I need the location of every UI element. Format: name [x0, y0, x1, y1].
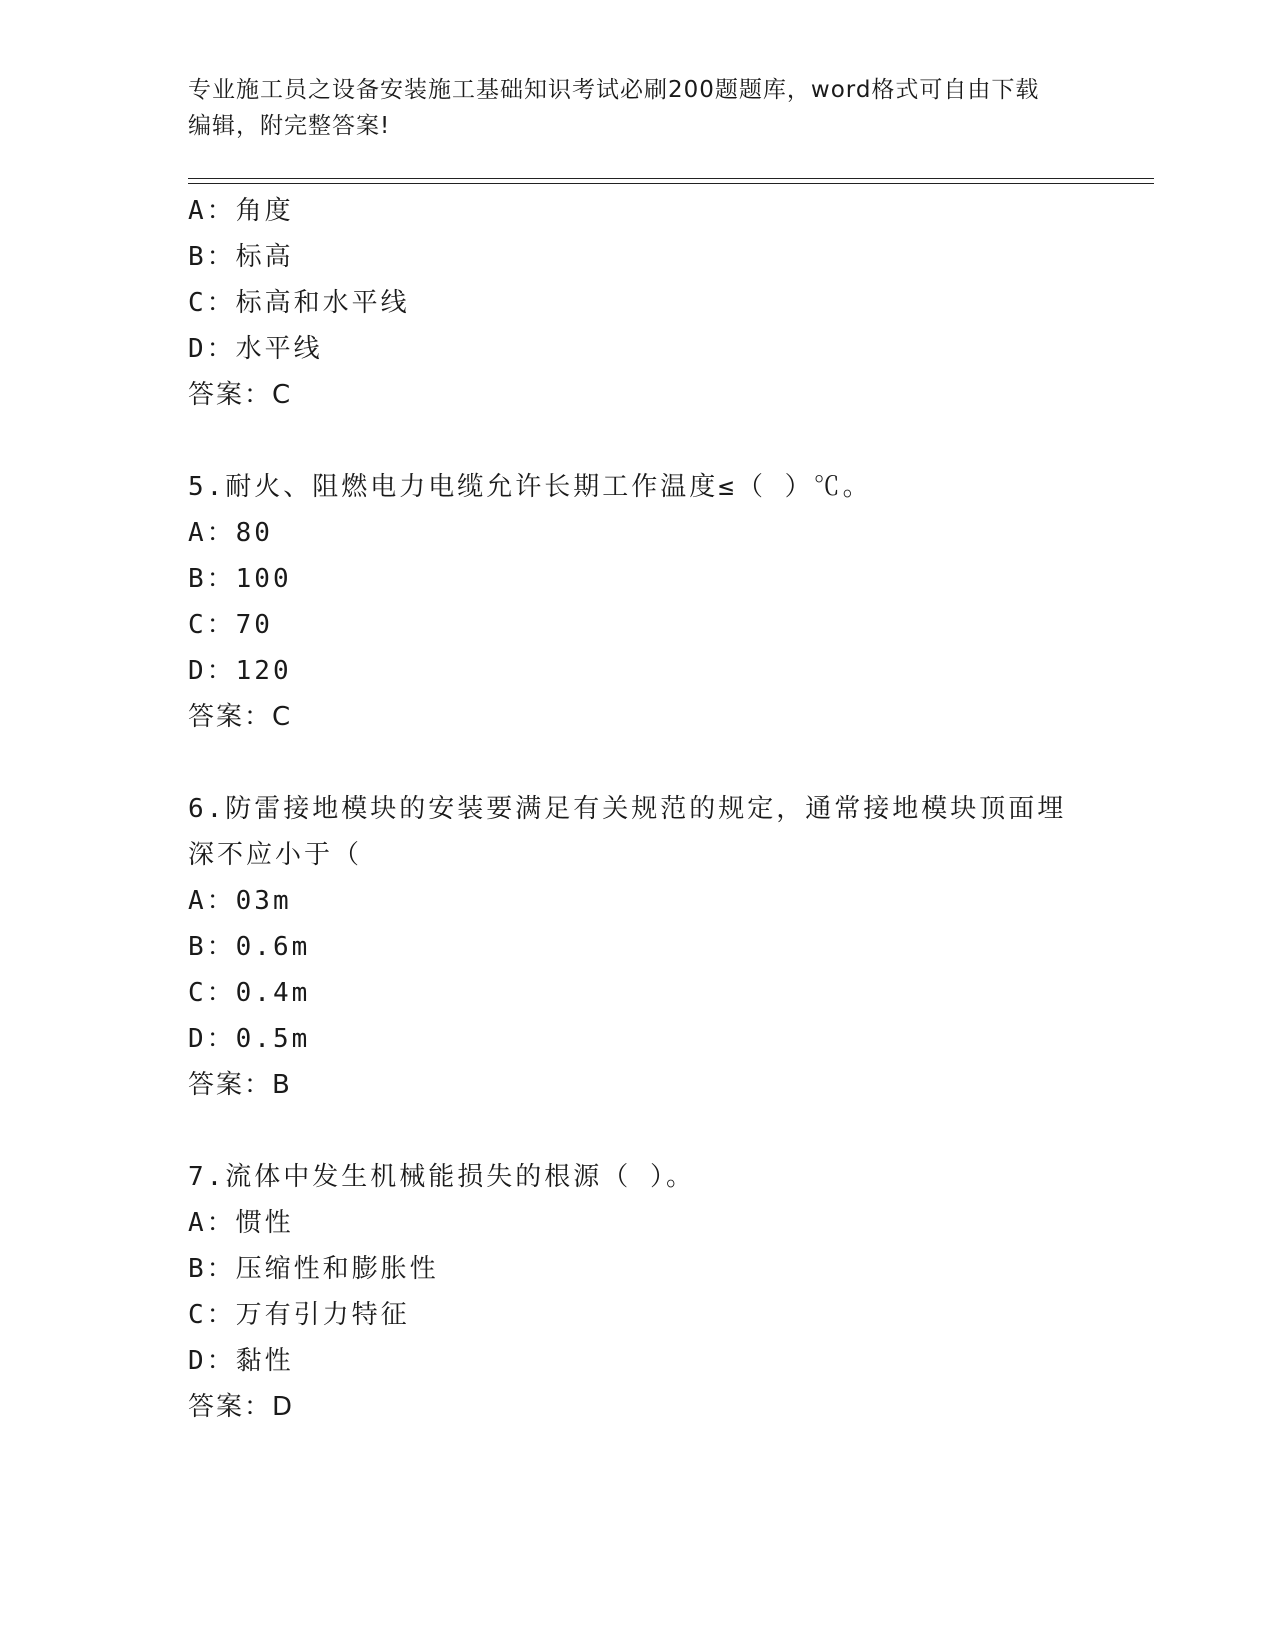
- spacer: [188, 418, 1088, 464]
- option-a: A：03m: [188, 886, 292, 916]
- option-b: B：标高: [188, 242, 294, 272]
- question-block: [188, 464, 1088, 740]
- option-d: D：黏性: [188, 1346, 294, 1376]
- spacer: [188, 1108, 1088, 1154]
- header-line-2: 编辑，附完整答案!: [188, 113, 391, 139]
- answer-line: 答案：B: [188, 1070, 292, 1100]
- question-title-continued: 深不应小于（: [188, 840, 363, 870]
- option-b: B：100: [188, 564, 292, 594]
- answer-line: 答案：C: [188, 380, 293, 410]
- spacer: [188, 740, 1088, 786]
- option-a: A：80: [188, 518, 273, 548]
- option-a: A：角度: [188, 196, 294, 226]
- header-divider-top: [188, 178, 1154, 179]
- question-block: [188, 1154, 1088, 1430]
- document-header: [188, 72, 1088, 144]
- question-title: 6.防雷接地模块的安装要满足有关规范的规定，通常接地模块顶面埋: [188, 794, 1067, 824]
- option-a: A：惯性: [188, 1208, 294, 1238]
- option-b: B：0.6m: [188, 932, 311, 962]
- question-title: 5.耐火、阻燃电力电缆允许长期工作温度≤（ ）℃。: [188, 472, 872, 502]
- header-divider-bottom: [188, 183, 1154, 184]
- option-d: D：0.5m: [188, 1024, 311, 1054]
- option-c: C：标高和水平线: [188, 288, 410, 318]
- answer-line: 答案：D: [188, 1392, 295, 1422]
- option-c: C：万有引力特征: [188, 1300, 410, 1330]
- question-title: 7.流体中发生机械能损失的根源（ ）。: [188, 1162, 695, 1192]
- option-c: C：0.4m: [188, 978, 311, 1008]
- option-c: C：70: [188, 610, 273, 640]
- question-list: [188, 188, 1088, 1430]
- answer-line: 答案：C: [188, 702, 293, 732]
- option-d: D：120: [188, 656, 292, 686]
- question-block: [188, 786, 1088, 1108]
- option-d: D：水平线: [188, 334, 323, 364]
- header-line-1: 专业施工员之设备安装施工基础知识考试必刷200题题库，word格式可自由下载: [188, 77, 1040, 103]
- option-b: B：压缩性和膨胀性: [188, 1254, 439, 1284]
- question-block: [188, 188, 1088, 418]
